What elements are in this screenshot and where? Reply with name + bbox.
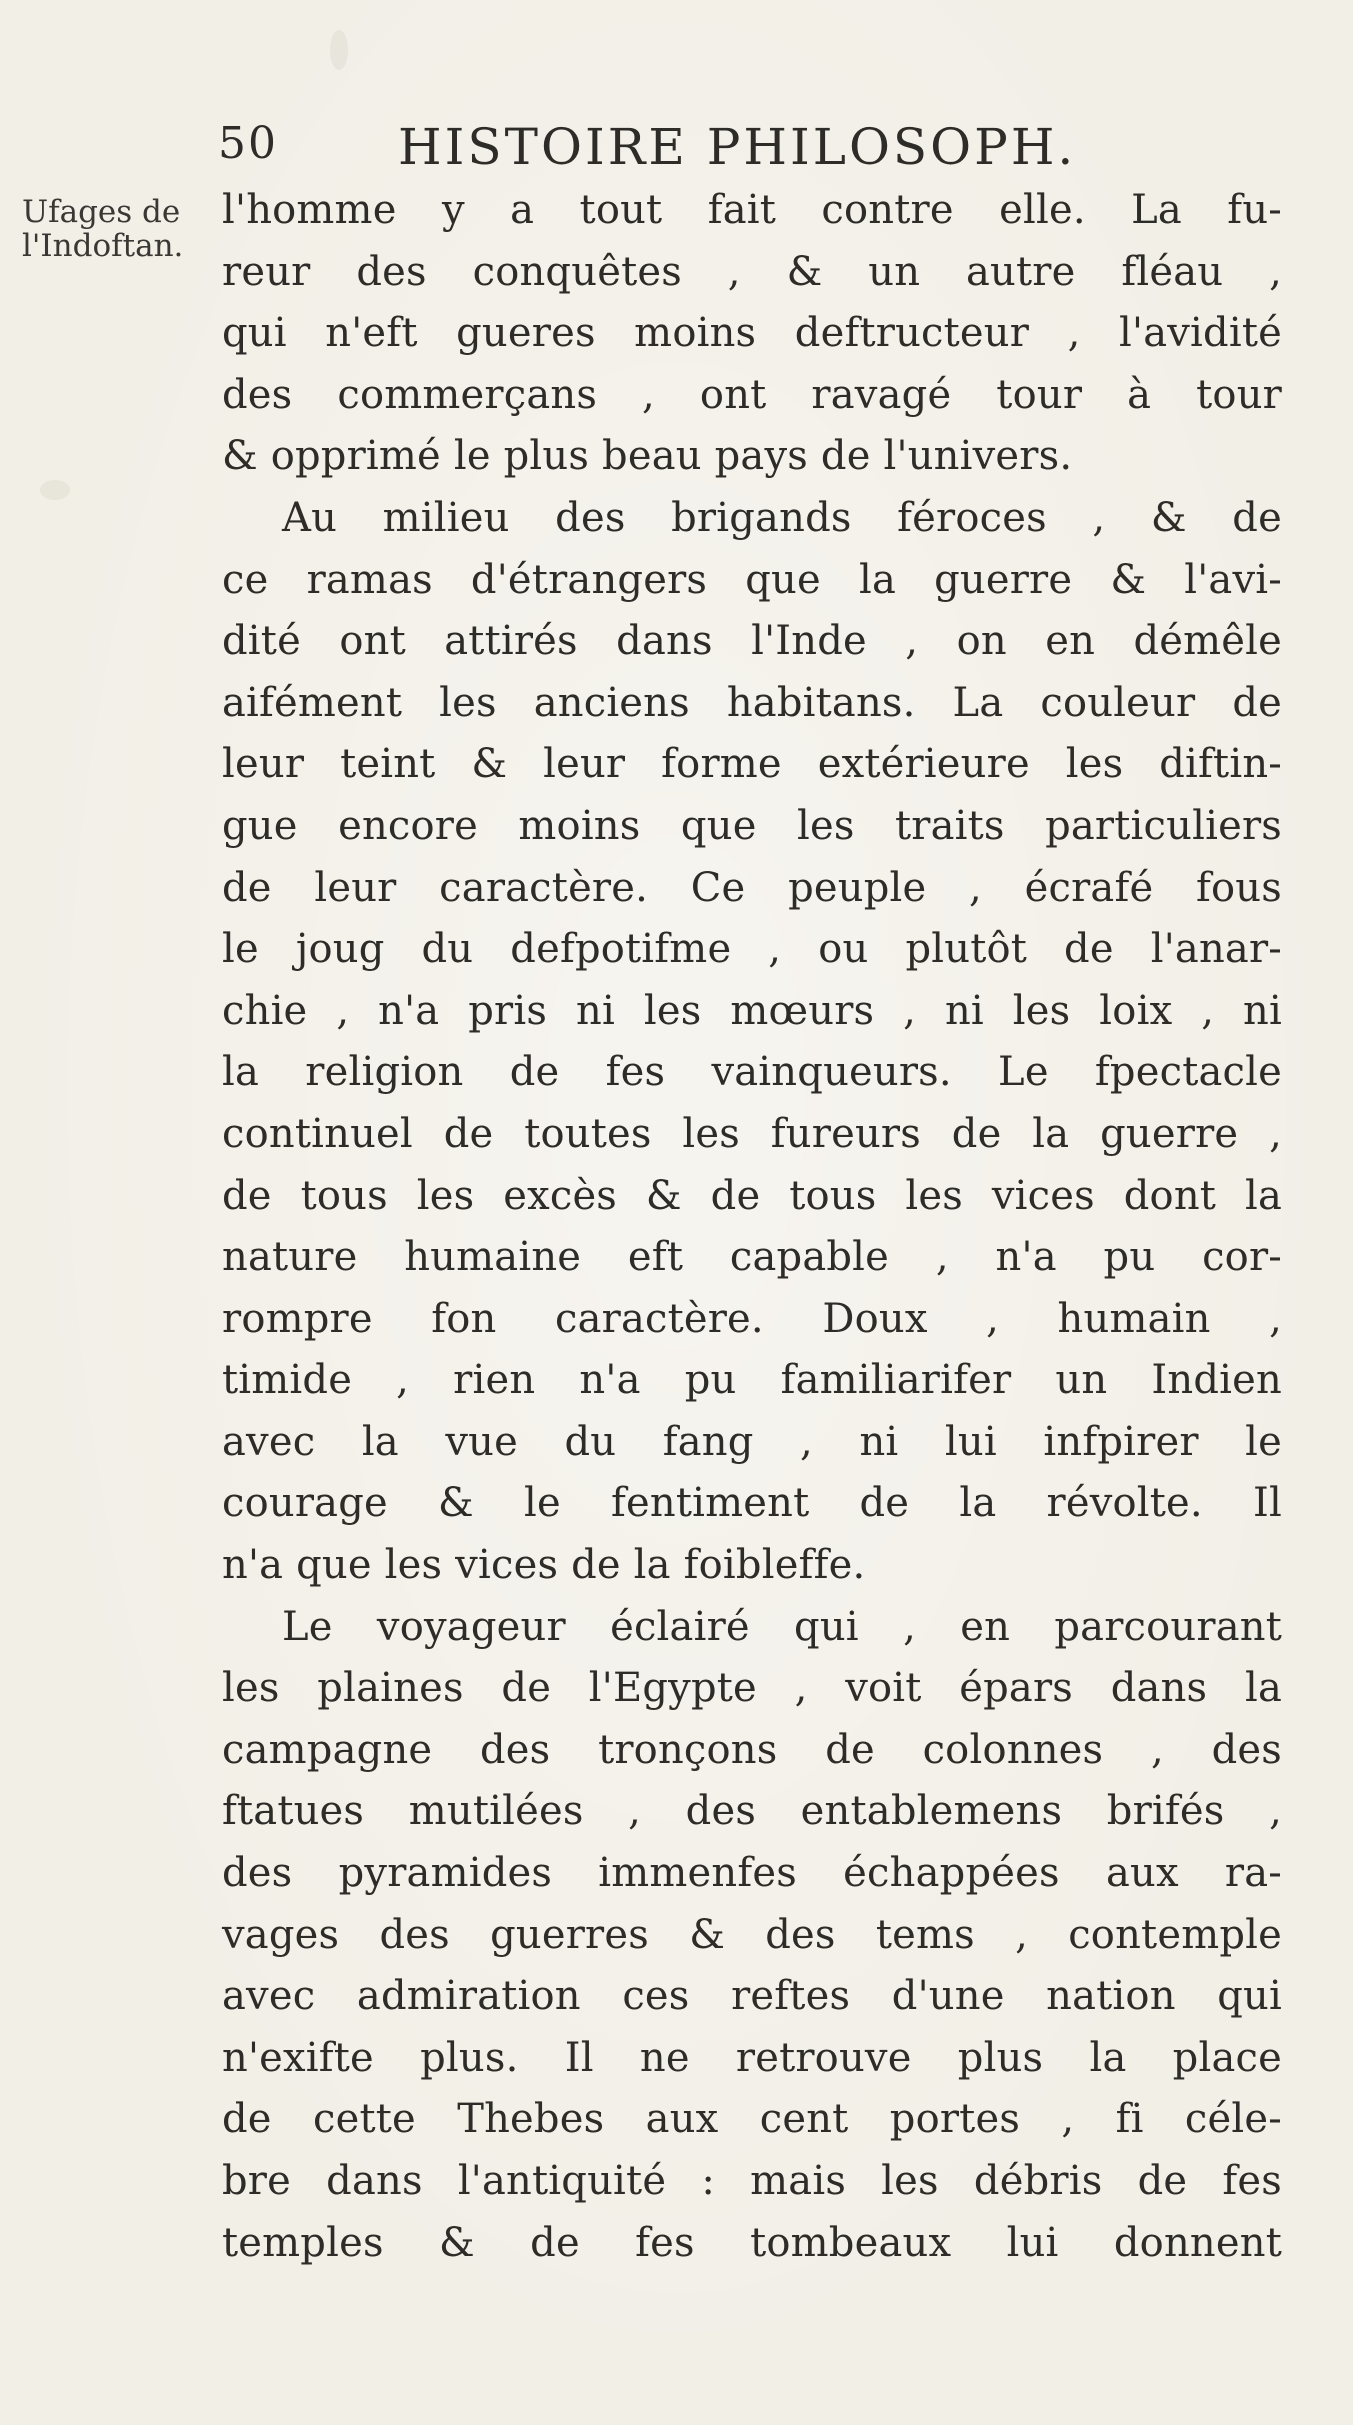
text-line: ftatues mutilées , des entablemens brifés , xyxy=(222,1788,1282,1835)
text-line: continuel de toutes les fureurs de la guerre , xyxy=(222,1110,1282,1157)
text-line: courage & le fentiment de la révolte. Il xyxy=(222,1480,1282,1527)
text-line: leur teint & leur forme extérieure les diftin- xyxy=(222,741,1282,788)
text-line: campagne des tronçons de colonnes , des xyxy=(222,1726,1282,1773)
text-line: & opprimé le plus beau pays de l'univers. xyxy=(222,433,1073,480)
running-head xyxy=(218,118,1118,178)
text-line: n'a que les vices de la foibleffe. xyxy=(222,1542,866,1589)
text-line: de tous les excès & de tous les vices dont la xyxy=(222,1172,1282,1219)
paragraph-start-line: Le voyageur éclairé qui , en parcourant xyxy=(282,1603,1282,1650)
page-stain xyxy=(330,30,348,70)
text-line: rompre fon caractère. Doux , humain , xyxy=(222,1295,1282,1342)
text-line: n'exifte plus. Il ne retrouve plus la place xyxy=(222,2034,1282,2081)
text-line: ce ramas d'étrangers que la guerre & l'avi- xyxy=(222,556,1282,603)
marginal-note xyxy=(22,195,212,263)
text-line: avec la vue du fang , ni lui infpirer le xyxy=(222,1418,1282,1465)
text-line: de leur caractère. Ce peuple , écrafé fous xyxy=(222,864,1282,911)
text-line: temples & de fes tombeaux lui donnent xyxy=(222,2219,1282,2266)
text-line: gue encore moins que les traits particuliers xyxy=(222,802,1282,849)
running-title: HISTOIRE PHILOSOPH. xyxy=(398,118,1077,176)
paragraph-start-line: Au milieu des brigands féroces , & de xyxy=(282,494,1282,541)
text-line: la religion de fes vainqueurs. Le fpectacle xyxy=(222,1049,1282,1096)
text-line: reur des conquêtes , & un autre fléau , xyxy=(222,248,1282,295)
marginal-note-line: Ufages de xyxy=(22,194,181,230)
page-number: 50 xyxy=(218,118,278,169)
text-line: les plaines de l'Egypte , voit épars dans la xyxy=(222,1665,1282,1712)
text-line: des pyramides immenfes échappées aux ra- xyxy=(222,1850,1282,1897)
text-line: le joug du defpotifme , ou plutôt de l'anar- xyxy=(222,926,1282,973)
page-stain xyxy=(40,480,70,500)
text-line: des commerçans , ont ravagé tour à tour xyxy=(222,371,1282,418)
text-line: l'homme y a tout fait contre elle. La fu- xyxy=(222,187,1282,233)
body-text xyxy=(222,180,1282,2274)
text-line: dité ont attirés dans l'Inde , on en démêle xyxy=(222,618,1282,665)
text-line: nature humaine eft capable , n'a pu cor- xyxy=(222,1234,1282,1281)
text-line: chie , n'a pris ni les mœurs , ni les loix , ni xyxy=(222,987,1282,1034)
text-line: qui n'eft gueres moins deftructeur , l'avidité xyxy=(222,310,1282,357)
text-line: aifément les anciens habitans. La couleur de xyxy=(222,679,1282,726)
text-line: avec admiration ces reftes d'une nation qui xyxy=(222,1973,1282,2020)
text-line: vages des guerres & des tems , contemple xyxy=(222,1911,1282,1958)
text-line: de cette Thebes aux cent portes , fi céle- xyxy=(222,2096,1282,2143)
text-line: bre dans l'antiquité : mais les débris de fes xyxy=(222,2158,1282,2204)
marginal-note-line: l'Indoftan. xyxy=(22,228,184,264)
text-line: timide , rien n'a pu familiarifer un Indien xyxy=(222,1357,1282,1404)
